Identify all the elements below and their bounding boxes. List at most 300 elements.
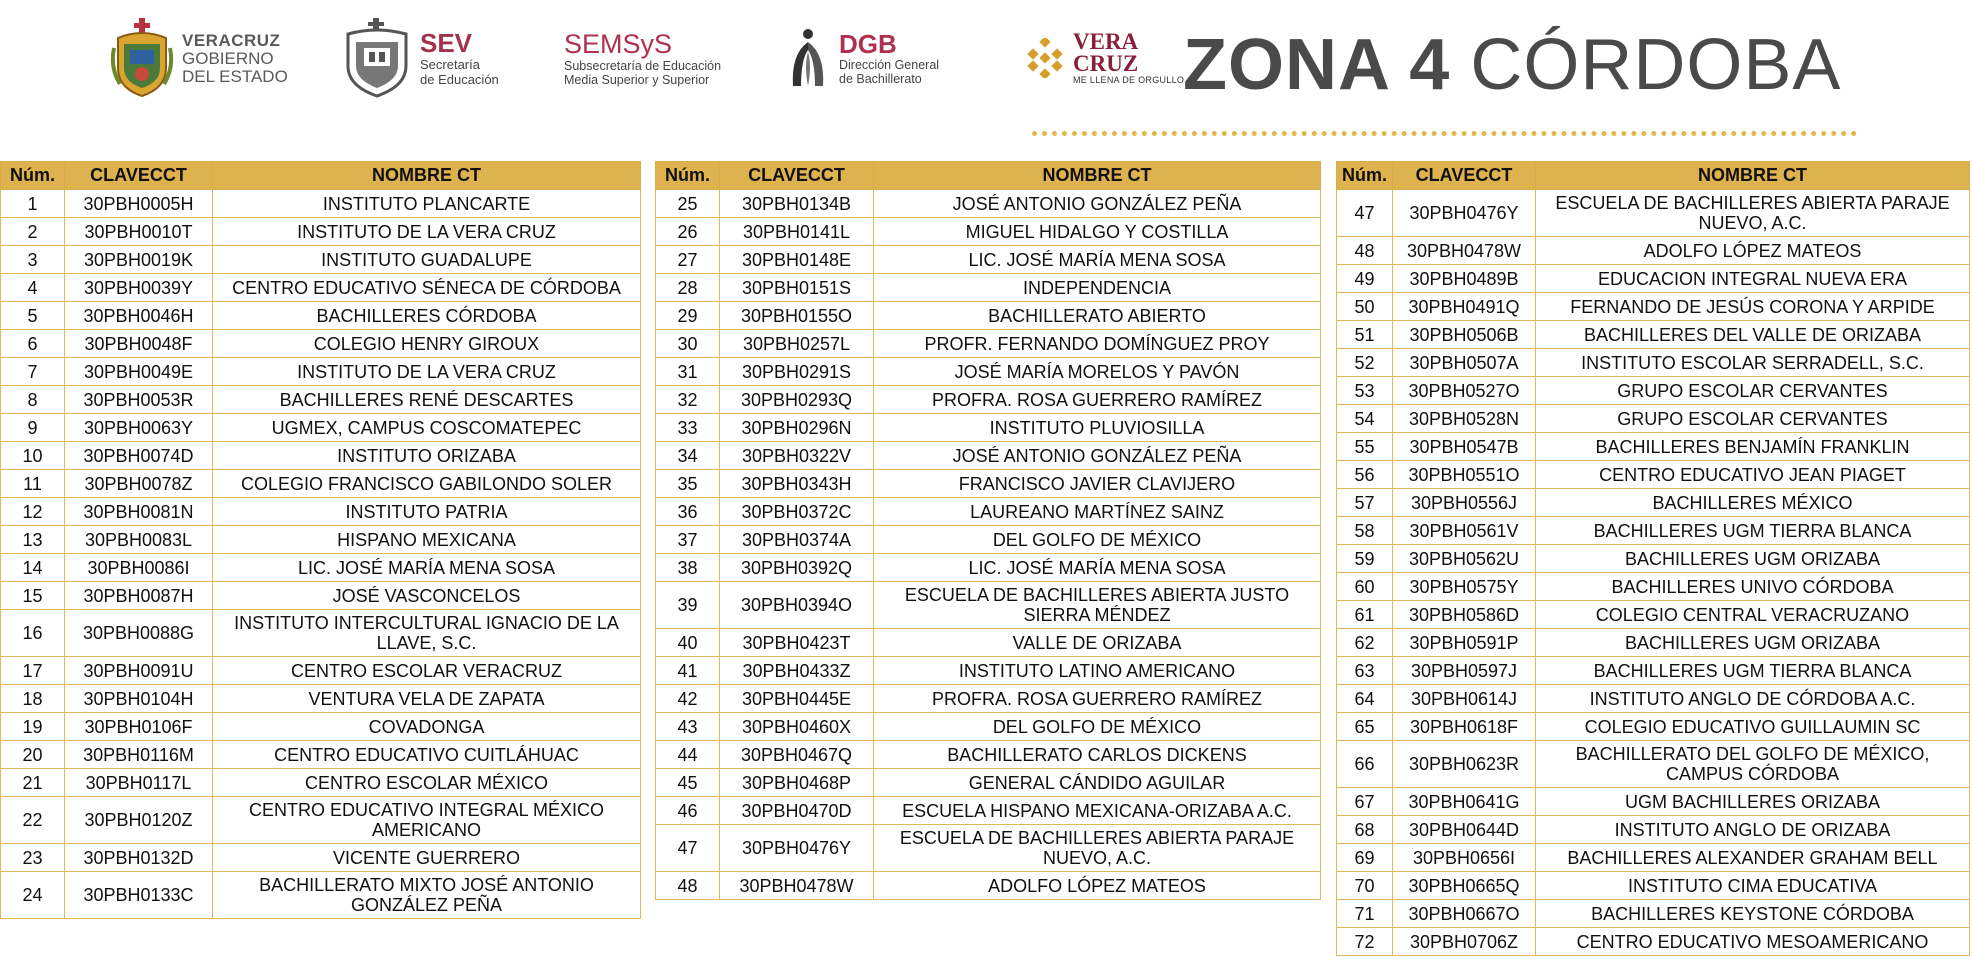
- cell-num: 40: [656, 629, 720, 657]
- cell-clave: 30PBH0148E: [720, 246, 874, 274]
- cell-nombre: CENTRO EDUCATIVO INTEGRAL MÉXICO AMERICANO: [213, 797, 641, 844]
- cell-nombre: INSTITUTO ANGLO DE CÓRDOBA A.C.: [1536, 685, 1970, 713]
- cell-num: 1: [1, 190, 65, 218]
- cell-clave: 30PBH0597J: [1393, 657, 1536, 685]
- cell-nombre: INSTITUTO INTERCULTURAL IGNACIO DE LA LLAVE, S.C.: [213, 610, 641, 657]
- cell-clave: 30PBH0104H: [65, 685, 213, 713]
- cell-num: 26: [656, 218, 720, 246]
- cell-clave: 30PBH0074D: [65, 442, 213, 470]
- cell-clave: 30PBH0528N: [1393, 405, 1536, 433]
- cell-num: 48: [1337, 237, 1393, 265]
- cell-num: 61: [1337, 601, 1393, 629]
- cell-num: 19: [1, 713, 65, 741]
- cell-num: 8: [1, 386, 65, 414]
- column-header-num: Núm.: [1337, 162, 1393, 190]
- cell-nombre: ADOLFO LÓPEZ MATEOS: [874, 872, 1321, 900]
- cell-num: 41: [656, 657, 720, 685]
- cell-nombre: BACHILLERATO CARLOS DICKENS: [874, 741, 1321, 769]
- cell-clave: 30PBH0133C: [65, 872, 213, 919]
- column-header-num: Núm.: [1, 162, 65, 190]
- cell-num: 7: [1, 358, 65, 386]
- cell-num: 37: [656, 526, 720, 554]
- table-row: [1, 610, 641, 657]
- cell-clave: 30PBH0476Y: [1393, 190, 1536, 237]
- cell-clave: 30PBH0491Q: [1393, 293, 1536, 321]
- table-row: [656, 713, 1321, 741]
- cell-clave: 30PBH0562U: [1393, 545, 1536, 573]
- table-row: [1, 218, 641, 246]
- cell-nombre: COVADONGA: [213, 713, 641, 741]
- cell-clave: 30PBH0293Q: [720, 386, 874, 414]
- table-row: [1337, 517, 1970, 545]
- cell-nombre: MIGUEL HIDALGO Y COSTILLA: [874, 218, 1321, 246]
- cell-nombre: VICENTE GUERRERO: [213, 844, 641, 872]
- page-header: [0, 0, 1972, 150]
- table-row: [656, 797, 1321, 825]
- table-row: [1, 797, 641, 844]
- cell-num: 46: [656, 797, 720, 825]
- cell-clave: 30PBH0296N: [720, 414, 874, 442]
- table-row: [1337, 741, 1970, 788]
- cell-nombre: FRANCISCO JAVIER CLAVIJERO: [874, 470, 1321, 498]
- cell-clave: 30PBH0372C: [720, 498, 874, 526]
- logo-text-line: DEL ESTADO: [182, 66, 288, 86]
- cell-nombre: INSTITUTO ANGLO DE ORIZABA: [1536, 816, 1970, 844]
- cell-num: 28: [656, 274, 720, 302]
- table-row: [656, 302, 1321, 330]
- cell-num: 47: [1337, 190, 1393, 237]
- cell-clave: 30PBH0392Q: [720, 554, 874, 582]
- table-row: [1, 844, 641, 872]
- dgb-emblem-icon: [785, 26, 831, 90]
- table-row: [1, 442, 641, 470]
- column-header-nombre: NOMBRE CT: [874, 162, 1321, 190]
- logo-title: SEMSyS: [564, 29, 673, 59]
- cell-nombre: LIC. JOSÉ MARÍA MENA SOSA: [213, 554, 641, 582]
- cell-nombre: BACHILLERES UGM ORIZABA: [1536, 545, 1970, 573]
- table-row: [656, 629, 1321, 657]
- logo-title: SEV: [420, 28, 473, 58]
- cell-num: 59: [1337, 545, 1393, 573]
- logo-text-line: Dirección General: [839, 58, 940, 72]
- cell-nombre: BACHILLERES BENJAMÍN FRANKLIN: [1536, 433, 1970, 461]
- logo-semsys: [560, 18, 721, 98]
- cell-nombre: BACHILLERATO ABIERTO: [874, 302, 1321, 330]
- cell-nombre: HISPANO MEXICANA: [213, 526, 641, 554]
- cell-nombre: ESCUELA DE BACHILLERES ABIERTA PARAJE NUEVO, A.C.: [874, 825, 1321, 872]
- cell-nombre: BACHILLERES RENÉ DESCARTES: [213, 386, 641, 414]
- cell-nombre: GRUPO ESCOLAR CERVANTES: [1536, 377, 1970, 405]
- cell-nombre: BACHILLERES UGM TIERRA BLANCA: [1536, 517, 1970, 545]
- schools-table-3: [1336, 161, 1970, 956]
- cell-clave: 30PBH0046H: [65, 302, 213, 330]
- cell-num: 60: [1337, 573, 1393, 601]
- cell-clave: 30PBH0586D: [1393, 601, 1536, 629]
- table-row: [656, 825, 1321, 872]
- table-header-row: [1337, 162, 1970, 190]
- cell-nombre: LIC. JOSÉ MARÍA MENA SOSA: [874, 554, 1321, 582]
- logo-veracruz-marca: [1025, 18, 1184, 98]
- table-row: [1337, 601, 1970, 629]
- table-row: [656, 442, 1321, 470]
- cell-clave: 30PBH0120Z: [65, 797, 213, 844]
- cell-num: 6: [1, 330, 65, 358]
- cell-clave: 30PBH0423T: [720, 629, 874, 657]
- cell-num: 29: [656, 302, 720, 330]
- cell-nombre: BACHILLERATO MIXTO JOSÉ ANTONIO GONZÁLEZ PEÑA: [213, 872, 641, 919]
- logo-text-line: VERACRUZ: [182, 30, 281, 50]
- page-title-bold: ZONA 4: [1183, 25, 1451, 105]
- cell-nombre: INDEPENDENCIA: [874, 274, 1321, 302]
- table-row: [656, 741, 1321, 769]
- table-row: [1, 330, 641, 358]
- logo-text-line: Media Superior y Superior: [564, 73, 710, 87]
- cell-nombre: COLEGIO HENRY GIROUX: [213, 330, 641, 358]
- cell-clave: 30PBH0706Z: [1393, 928, 1536, 956]
- logo-tagline: ME LLENA DE ORGULLO: [1073, 74, 1185, 85]
- cell-nombre: BACHILLERES UGM TIERRA BLANCA: [1536, 657, 1970, 685]
- cell-nombre: BACHILLERES MÉXICO: [1536, 489, 1970, 517]
- column-header-clave: CLAVECCT: [1393, 162, 1536, 190]
- table-row: [1, 414, 641, 442]
- cell-nombre: VALLE DE ORIZABA: [874, 629, 1321, 657]
- cell-nombre: BACHILLERES KEYSTONE CÓRDOBA: [1536, 900, 1970, 928]
- table-row: [1337, 405, 1970, 433]
- cell-nombre: GENERAL CÁNDIDO AGUILAR: [874, 769, 1321, 797]
- cell-clave: 30PBH0141L: [720, 218, 874, 246]
- cell-num: 69: [1337, 844, 1393, 872]
- table-row: [1, 274, 641, 302]
- table-row: [656, 414, 1321, 442]
- cell-num: 9: [1, 414, 65, 442]
- cell-num: 50: [1337, 293, 1393, 321]
- table-header-row: [656, 162, 1321, 190]
- cell-clave: 30PBH0088G: [65, 610, 213, 657]
- cell-clave: 30PBH0614J: [1393, 685, 1536, 713]
- cell-num: 2: [1, 218, 65, 246]
- cell-clave: 30PBH0507A: [1393, 349, 1536, 377]
- cell-clave: 30PBH0489B: [1393, 265, 1536, 293]
- table-row: [656, 554, 1321, 582]
- column-header-nombre: NOMBRE CT: [213, 162, 641, 190]
- logo-title: DGB: [839, 29, 897, 59]
- cell-num: 25: [656, 190, 720, 218]
- cell-clave: 30PBH0394O: [720, 582, 874, 629]
- table-row: [1337, 816, 1970, 844]
- cell-nombre: DEL GOLFO DE MÉXICO: [874, 713, 1321, 741]
- cell-clave: 30PBH0078Z: [65, 470, 213, 498]
- cell-clave: 30PBH0506B: [1393, 321, 1536, 349]
- cell-clave: 30PBH0618F: [1393, 713, 1536, 741]
- cell-num: 23: [1, 844, 65, 872]
- cell-clave: 30PBH0132D: [65, 844, 213, 872]
- table-row: [1337, 713, 1970, 741]
- cell-clave: 30PBH0039Y: [65, 274, 213, 302]
- state-coat-of-arms-icon: [110, 18, 174, 98]
- cell-num: 51: [1337, 321, 1393, 349]
- cell-num: 27: [656, 246, 720, 274]
- cell-clave: 30PBH0656I: [1393, 844, 1536, 872]
- cell-clave: 30PBH0005H: [65, 190, 213, 218]
- cell-nombre: COLEGIO EDUCATIVO GUILLAUMIN SC: [1536, 713, 1970, 741]
- logo-text-line: Subsecretaría de Educación: [564, 59, 722, 73]
- table-row: [1337, 685, 1970, 713]
- cell-nombre: CENTRO EDUCATIVO JEAN PIAGET: [1536, 461, 1970, 489]
- column-header-clave: CLAVECCT: [720, 162, 874, 190]
- cell-nombre: LAUREANO MARTÍNEZ SAINZ: [874, 498, 1321, 526]
- cell-clave: 30PBH0049E: [65, 358, 213, 386]
- cell-clave: 30PBH0476Y: [720, 825, 874, 872]
- table-row: [656, 246, 1321, 274]
- cell-num: 13: [1, 526, 65, 554]
- cell-num: 55: [1337, 433, 1393, 461]
- cell-nombre: ADOLFO LÓPEZ MATEOS: [1536, 237, 1970, 265]
- table-row: [1, 190, 641, 218]
- column-header-clave: CLAVECCT: [65, 162, 213, 190]
- table-row: [656, 872, 1321, 900]
- cell-num: 5: [1, 302, 65, 330]
- table-row: [1, 526, 641, 554]
- cell-nombre: EDUCACION INTEGRAL NUEVA ERA: [1536, 265, 1970, 293]
- cell-clave: 30PBH0547B: [1393, 433, 1536, 461]
- cell-nombre: INSTITUTO CIMA EDUCATIVA: [1536, 872, 1970, 900]
- logo-dgb: [785, 18, 939, 98]
- logo-text-line: de Educación: [420, 72, 499, 87]
- cell-clave: 30PBH0478W: [720, 872, 874, 900]
- cell-nombre: UGMEX, CAMPUS COSCOMATEPEC: [213, 414, 641, 442]
- cell-clave: 30PBH0106F: [65, 713, 213, 741]
- table-row: [1337, 872, 1970, 900]
- cell-clave: 30PBH0667O: [1393, 900, 1536, 928]
- cell-nombre: BACHILLERES UNIVO CÓRDOBA: [1536, 573, 1970, 601]
- logo-text-line: GOBIERNO: [182, 48, 274, 68]
- cell-clave: 30PBH0460X: [720, 713, 874, 741]
- cell-num: 30: [656, 330, 720, 358]
- table-row: [1337, 545, 1970, 573]
- cell-num: 45: [656, 769, 720, 797]
- table-row: [656, 526, 1321, 554]
- cell-clave: 30PBH0561V: [1393, 517, 1536, 545]
- cell-num: 17: [1, 657, 65, 685]
- cell-clave: 30PBH0551O: [1393, 461, 1536, 489]
- logo-text-line: Secretaría: [420, 57, 480, 72]
- cell-clave: 30PBH0644D: [1393, 816, 1536, 844]
- table-row: [656, 386, 1321, 414]
- cell-nombre: BACHILLERATO DEL GOLFO DE MÉXICO, CAMPUS CÓRDOBA: [1536, 741, 1970, 788]
- cell-num: 38: [656, 554, 720, 582]
- cell-num: 57: [1337, 489, 1393, 517]
- cell-num: 4: [1, 274, 65, 302]
- page-title-light: CÓRDOBA: [1470, 25, 1842, 105]
- cell-nombre: INSTITUTO PLUVIOSILLA: [874, 414, 1321, 442]
- cell-nombre: INSTITUTO GUADALUPE: [213, 246, 641, 274]
- table-row: [1337, 349, 1970, 377]
- cell-num: 39: [656, 582, 720, 629]
- cell-clave: 30PBH0081N: [65, 498, 213, 526]
- cell-clave: 30PBH0134B: [720, 190, 874, 218]
- table-row: [1337, 788, 1970, 816]
- cell-num: 15: [1, 582, 65, 610]
- cell-clave: 30PBH0155O: [720, 302, 874, 330]
- cell-num: 22: [1, 797, 65, 844]
- table-row: [1337, 928, 1970, 956]
- cell-nombre: INSTITUTO PLANCARTE: [213, 190, 641, 218]
- cell-num: 42: [656, 685, 720, 713]
- cell-nombre: JOSÉ MARÍA MORELOS Y PAVÓN: [874, 358, 1321, 386]
- cell-nombre: JOSÉ VASCONCELOS: [213, 582, 641, 610]
- cell-clave: 30PBH0116M: [65, 741, 213, 769]
- cell-nombre: CENTRO ESCOLAR VERACRUZ: [213, 657, 641, 685]
- cell-nombre: BACHILLERES ALEXANDER GRAHAM BELL: [1536, 844, 1970, 872]
- dotted-divider: [1032, 131, 1857, 136]
- cell-clave: 30PBH0641G: [1393, 788, 1536, 816]
- cell-num: 12: [1, 498, 65, 526]
- cell-clave: 30PBH0343H: [720, 470, 874, 498]
- cell-num: 71: [1337, 900, 1393, 928]
- table-row: [1, 769, 641, 797]
- cell-clave: 30PBH0083L: [65, 526, 213, 554]
- cell-nombre: INSTITUTO DE LA VERA CRUZ: [213, 358, 641, 386]
- cell-clave: 30PBH0063Y: [65, 414, 213, 442]
- logo-text-line: VERA: [1073, 28, 1139, 54]
- table-row: [1, 302, 641, 330]
- cell-clave: 30PBH0468P: [720, 769, 874, 797]
- cell-nombre: LIC. JOSÉ MARÍA MENA SOSA: [874, 246, 1321, 274]
- cell-clave: 30PBH0527O: [1393, 377, 1536, 405]
- cell-clave: 30PBH0091U: [65, 657, 213, 685]
- veracruz-pattern-icon: [1025, 38, 1065, 78]
- table-row: [1, 657, 641, 685]
- cell-nombre: UGM BACHILLERES ORIZABA: [1536, 788, 1970, 816]
- cell-nombre: VENTURA VELA DE ZAPATA: [213, 685, 641, 713]
- cell-clave: 30PBH0053R: [65, 386, 213, 414]
- cell-nombre: PROFR. FERNANDO DOMÍNGUEZ PROY: [874, 330, 1321, 358]
- cell-num: 68: [1337, 816, 1393, 844]
- cell-nombre: INSTITUTO PATRIA: [213, 498, 641, 526]
- cell-num: 18: [1, 685, 65, 713]
- table-row: [656, 769, 1321, 797]
- cell-clave: 30PBH0478W: [1393, 237, 1536, 265]
- cell-clave: 30PBH0591P: [1393, 629, 1536, 657]
- schools-table-2: [655, 161, 1321, 900]
- logo-veracruz-gobierno: [110, 18, 288, 98]
- cell-nombre: INSTITUTO DE LA VERA CRUZ: [213, 218, 641, 246]
- cell-nombre: GRUPO ESCOLAR CERVANTES: [1536, 405, 1970, 433]
- cell-num: 16: [1, 610, 65, 657]
- table-row: [1337, 190, 1970, 237]
- table-row: [1337, 900, 1970, 928]
- table-row: [1337, 237, 1970, 265]
- cell-nombre: CENTRO EDUCATIVO SÉNECA DE CÓRDOBA: [213, 274, 641, 302]
- cell-nombre: CENTRO EDUCATIVO MESOAMERICANO: [1536, 928, 1970, 956]
- table-row: [1, 713, 641, 741]
- logo-text-line: de Bachillerato: [839, 72, 922, 86]
- cell-nombre: JOSÉ ANTONIO GONZÁLEZ PEÑA: [874, 190, 1321, 218]
- cell-clave: 30PBH0151S: [720, 274, 874, 302]
- table-row: [656, 274, 1321, 302]
- table-row: [1337, 573, 1970, 601]
- cell-clave: 30PBH0374A: [720, 526, 874, 554]
- cell-num: 33: [656, 414, 720, 442]
- schools-table-1: [0, 161, 641, 919]
- table-row: [656, 498, 1321, 526]
- table-row: [1, 386, 641, 414]
- cell-nombre: CENTRO ESCOLAR MÉXICO: [213, 769, 641, 797]
- table-row: [1337, 657, 1970, 685]
- table-row: [1, 582, 641, 610]
- table-row: [1337, 321, 1970, 349]
- table-row: [1, 498, 641, 526]
- cell-clave: 30PBH0322V: [720, 442, 874, 470]
- cell-num: 34: [656, 442, 720, 470]
- table-row: [656, 330, 1321, 358]
- cell-clave: 30PBH0257L: [720, 330, 874, 358]
- cell-num: 47: [656, 825, 720, 872]
- table-row: [1337, 489, 1970, 517]
- cell-num: 65: [1337, 713, 1393, 741]
- cell-nombre: ESCUELA DE BACHILLERES ABIERTA JUSTO SIERRA MÉNDEZ: [874, 582, 1321, 629]
- table-header-row: [1, 162, 641, 190]
- cell-nombre: JOSÉ ANTONIO GONZÁLEZ PEÑA: [874, 442, 1321, 470]
- cell-nombre: DEL GOLFO DE MÉXICO: [874, 526, 1321, 554]
- sev-shield-icon: [342, 18, 412, 98]
- cell-num: 10: [1, 442, 65, 470]
- cell-num: 48: [656, 872, 720, 900]
- cell-clave: 30PBH0291S: [720, 358, 874, 386]
- cell-num: 35: [656, 470, 720, 498]
- logo-sev: [342, 18, 499, 98]
- cell-num: 32: [656, 386, 720, 414]
- cell-nombre: ESCUELA DE BACHILLERES ABIERTA PARAJE NUEVO, A.C.: [1536, 190, 1970, 237]
- cell-num: 70: [1337, 872, 1393, 900]
- cell-clave: 30PBH0086I: [65, 554, 213, 582]
- cell-clave: 30PBH0019K: [65, 246, 213, 274]
- table-row: [1, 741, 641, 769]
- cell-nombre: ESCUELA HISPANO MEXICANA-ORIZABA A.C.: [874, 797, 1321, 825]
- cell-nombre: CENTRO EDUCATIVO CUITLÁHUAC: [213, 741, 641, 769]
- cell-num: 20: [1, 741, 65, 769]
- cell-clave: 30PBH0433Z: [720, 657, 874, 685]
- cell-num: 11: [1, 470, 65, 498]
- table-row: [1, 685, 641, 713]
- cell-nombre: FERNANDO DE JESÚS CORONA Y ARPIDE: [1536, 293, 1970, 321]
- cell-clave: 30PBH0010T: [65, 218, 213, 246]
- cell-clave: 30PBH0665Q: [1393, 872, 1536, 900]
- cell-num: 36: [656, 498, 720, 526]
- table-row: [656, 470, 1321, 498]
- cell-clave: 30PBH0556J: [1393, 489, 1536, 517]
- table-row: [1, 872, 641, 919]
- cell-num: 24: [1, 872, 65, 919]
- cell-num: 62: [1337, 629, 1393, 657]
- cell-clave: 30PBH0575Y: [1393, 573, 1536, 601]
- cell-clave: 30PBH0445E: [720, 685, 874, 713]
- cell-num: 14: [1, 554, 65, 582]
- cell-num: 58: [1337, 517, 1393, 545]
- table-row: [1337, 461, 1970, 489]
- cell-clave: 30PBH0087H: [65, 582, 213, 610]
- page-title: [1183, 22, 1841, 108]
- cell-nombre: BACHILLERES UGM ORIZABA: [1536, 629, 1970, 657]
- cell-nombre: INSTITUTO LATINO AMERICANO: [874, 657, 1321, 685]
- cell-num: 64: [1337, 685, 1393, 713]
- cell-num: 3: [1, 246, 65, 274]
- cell-num: 43: [656, 713, 720, 741]
- cell-nombre: BACHILLERES CÓRDOBA: [213, 302, 641, 330]
- cell-num: 31: [656, 358, 720, 386]
- cell-num: 63: [1337, 657, 1393, 685]
- table-row: [1, 358, 641, 386]
